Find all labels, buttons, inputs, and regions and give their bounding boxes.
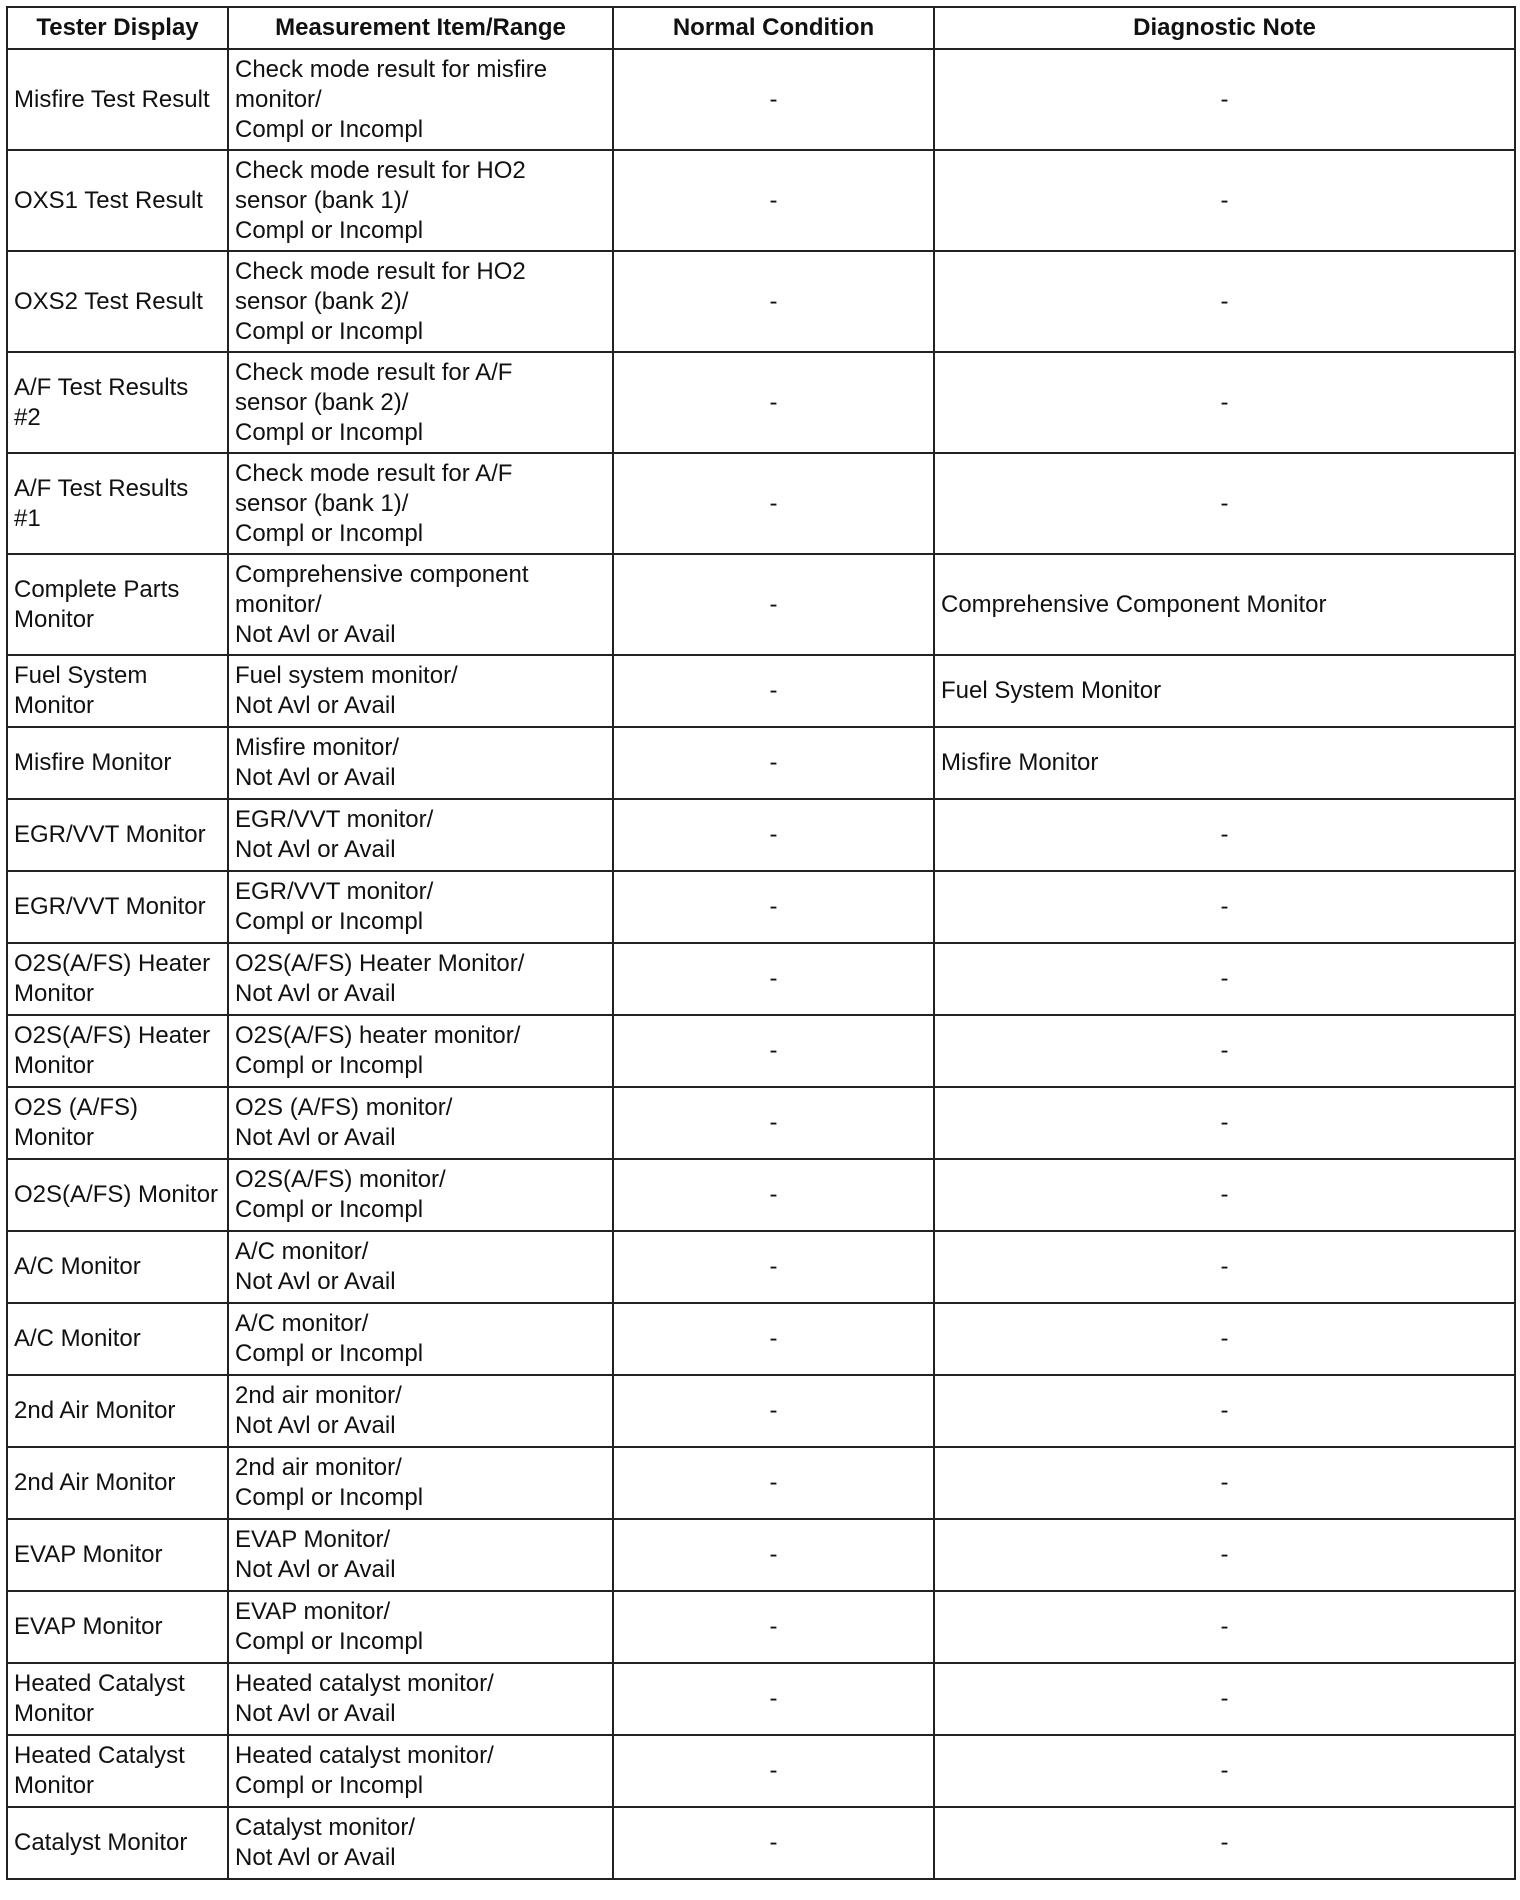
cell-tester-display: Heated Catalyst Monitor (7, 1735, 228, 1807)
measurement-item-line: Not Avl or Avail (235, 1700, 396, 1727)
table-row (7, 799, 1515, 871)
measurement-item-line: sensor (bank 1)/ (235, 186, 409, 214)
measurement-item-line: Not Avl or Avail (235, 980, 396, 1007)
cell-measurement-item (228, 1015, 613, 1087)
cell-diagnostic-note: - (934, 1231, 1515, 1303)
measurement-item-line: Check mode result for A/F (235, 459, 513, 487)
cell-diagnostic-note: - (934, 1159, 1515, 1231)
cell-measurement-item (228, 554, 613, 655)
measurement-item-line: EGR/VVT monitor/ (235, 878, 434, 905)
header-diagnostic-note: Diagnostic Note (934, 7, 1515, 49)
measurement-item-line: Not Avl or Avail (235, 764, 396, 791)
measurement-item-line: Compl or Incompl (235, 1052, 424, 1079)
cell-diagnostic-note: - (934, 1663, 1515, 1735)
measurement-item-line: EVAP monitor/ (235, 1598, 391, 1625)
cell-diagnostic-note: - (934, 453, 1515, 554)
measurement-item-line: sensor (bank 2)/ (235, 388, 409, 416)
measurement-item-line: Compl or Incompl (235, 1628, 424, 1655)
cell-tester-display: EGR/VVT Monitor (7, 799, 228, 871)
measurement-item-line: Check mode result for HO2 (235, 257, 526, 285)
measurement-item-line: Compl or Incompl (235, 519, 424, 547)
measurement-item-line: 2nd air monitor/ (235, 1454, 402, 1481)
cell-diagnostic-note: - (934, 1015, 1515, 1087)
header-tester-display: Tester Display (7, 7, 228, 49)
cell-diagnostic-note: - (934, 1375, 1515, 1447)
measurement-item-line: Heated catalyst monitor/ (235, 1670, 494, 1697)
cell-tester-display: O2S (A/FS) Monitor (7, 1087, 228, 1159)
measurement-item-line: Not Avl or Avail (235, 620, 396, 648)
table-row (7, 1447, 1515, 1519)
measurement-item-line: Compl or Incompl (235, 115, 424, 143)
table-row (7, 1015, 1515, 1087)
cell-tester-display: Misfire Test Result (7, 49, 228, 150)
cell-diagnostic-note: - (934, 251, 1515, 352)
table-row (7, 655, 1515, 727)
cell-measurement-item (228, 799, 613, 871)
cell-tester-display: A/F Test Results #2 (7, 352, 228, 453)
cell-normal-condition: - (613, 943, 934, 1015)
tester-data-table-container (6, 6, 1514, 1880)
measurement-item-line: Not Avl or Avail (235, 1844, 396, 1871)
cell-normal-condition: - (613, 554, 934, 655)
cell-tester-display: Complete Parts Monitor (7, 554, 228, 655)
cell-diagnostic-note: - (934, 1303, 1515, 1375)
table-row (7, 1375, 1515, 1447)
cell-diagnostic-note: - (934, 150, 1515, 251)
cell-normal-condition: - (613, 1807, 934, 1879)
measurement-item-line: A/C monitor/ (235, 1238, 369, 1265)
table-row (7, 1231, 1515, 1303)
cell-measurement-item (228, 871, 613, 943)
cell-tester-display: OXS2 Test Result (7, 251, 228, 352)
cell-diagnostic-note: - (934, 1591, 1515, 1663)
measurement-item-line: O2S(A/FS) heater monitor/ (235, 1022, 521, 1049)
cell-tester-display: Fuel System Monitor (7, 655, 228, 727)
cell-normal-condition: - (613, 251, 934, 352)
table-row (7, 1735, 1515, 1807)
cell-tester-display: 2nd Air Monitor (7, 1375, 228, 1447)
table-row (7, 251, 1515, 352)
measurement-item-line: O2S(A/FS) monitor/ (235, 1166, 446, 1193)
measurement-item-line: 2nd air monitor/ (235, 1382, 402, 1409)
cell-normal-condition: - (613, 49, 934, 150)
cell-measurement-item (228, 49, 613, 150)
table-row (7, 352, 1515, 453)
cell-measurement-item (228, 727, 613, 799)
measurement-item-line: monitor/ (235, 590, 322, 618)
header-measurement-item: Measurement Item/Range (228, 7, 613, 49)
measurement-item-line: Not Avl or Avail (235, 692, 396, 719)
cell-diagnostic-note: - (934, 871, 1515, 943)
cell-normal-condition: - (613, 1231, 934, 1303)
cell-diagnostic-note: - (934, 1519, 1515, 1591)
cell-normal-condition: - (613, 871, 934, 943)
measurement-item-line: Compl or Incompl (235, 1772, 424, 1799)
cell-tester-display: A/F Test Results #1 (7, 453, 228, 554)
table-header-row (7, 7, 1515, 49)
cell-normal-condition: - (613, 1087, 934, 1159)
cell-normal-condition: - (613, 1159, 934, 1231)
measurement-item-line: Compl or Incompl (235, 418, 424, 446)
measurement-item-line: Not Avl or Avail (235, 1412, 396, 1439)
cell-measurement-item (228, 251, 613, 352)
cell-measurement-item (228, 1375, 613, 1447)
measurement-item-line: O2S (A/FS) monitor/ (235, 1094, 453, 1121)
measurement-item-line: sensor (bank 2)/ (235, 287, 409, 315)
cell-measurement-item (228, 150, 613, 251)
measurement-item-line: Check mode result for misfire (235, 55, 548, 83)
cell-diagnostic-note: - (934, 799, 1515, 871)
cell-diagnostic-note: - (934, 1087, 1515, 1159)
cell-measurement-item (228, 1159, 613, 1231)
cell-diagnostic-note: - (934, 352, 1515, 453)
measurement-item-line: Check mode result for HO2 (235, 156, 526, 184)
cell-diagnostic-note: Misfire Monitor (934, 727, 1515, 799)
cell-normal-condition: - (613, 655, 934, 727)
measurement-item-line: Misfire monitor/ (235, 734, 400, 761)
measurement-item-line: Comprehensive component (235, 560, 529, 588)
cell-tester-display: Misfire Monitor (7, 727, 228, 799)
cell-normal-condition: - (613, 727, 934, 799)
measurement-item-line: EGR/VVT monitor/ (235, 806, 434, 833)
measurement-item-line: Compl or Incompl (235, 1340, 424, 1367)
measurement-item-line: EVAP Monitor/ (235, 1526, 391, 1553)
table-row (7, 1807, 1515, 1879)
measurement-item-line: Not Avl or Avail (235, 1124, 396, 1151)
cell-diagnostic-note: Fuel System Monitor (934, 655, 1515, 727)
measurement-item-line: Compl or Incompl (235, 216, 424, 244)
measurement-item-line: O2S(A/FS) Heater Monitor/ (235, 950, 525, 977)
measurement-item-line: Not Avl or Avail (235, 1556, 396, 1583)
cell-tester-display: EVAP Monitor (7, 1591, 228, 1663)
table-row (7, 943, 1515, 1015)
table-row (7, 1303, 1515, 1375)
table-body (7, 49, 1515, 1879)
cell-normal-condition: - (613, 799, 934, 871)
measurement-item-line: Fuel system monitor/ (235, 662, 458, 689)
cell-normal-condition: - (613, 1447, 934, 1519)
cell-measurement-item (228, 1735, 613, 1807)
cell-normal-condition: - (613, 1303, 934, 1375)
cell-measurement-item (228, 1591, 613, 1663)
cell-diagnostic-note: - (934, 49, 1515, 150)
cell-tester-display: O2S(A/FS) Heater Monitor (7, 1015, 228, 1087)
cell-tester-display: OXS1 Test Result (7, 150, 228, 251)
cell-tester-display: 2nd Air Monitor (7, 1447, 228, 1519)
table-row (7, 1087, 1515, 1159)
cell-tester-display: EGR/VVT Monitor (7, 871, 228, 943)
cell-measurement-item (228, 352, 613, 453)
cell-normal-condition: - (613, 1591, 934, 1663)
cell-diagnostic-note: - (934, 943, 1515, 1015)
table-row (7, 554, 1515, 655)
cell-measurement-item (228, 1303, 613, 1375)
table-row (7, 1591, 1515, 1663)
measurement-item-line: Heated catalyst monitor/ (235, 1742, 494, 1769)
cell-measurement-item (228, 1087, 613, 1159)
cell-normal-condition: - (613, 1735, 934, 1807)
cell-normal-condition: - (613, 453, 934, 554)
measurement-item-line: Compl or Incompl (235, 908, 424, 935)
cell-tester-display: EVAP Monitor (7, 1519, 228, 1591)
measurement-item-line: Compl or Incompl (235, 317, 424, 345)
table-row (7, 49, 1515, 150)
cell-diagnostic-note: Comprehensive Component Monitor (934, 554, 1515, 655)
cell-normal-condition: - (613, 352, 934, 453)
cell-tester-display: O2S(A/FS) Monitor (7, 1159, 228, 1231)
cell-tester-display: A/C Monitor (7, 1303, 228, 1375)
cell-normal-condition: - (613, 1663, 934, 1735)
measurement-item-line: sensor (bank 1)/ (235, 489, 409, 517)
measurement-item-line: A/C monitor/ (235, 1310, 369, 1337)
measurement-item-line: Compl or Incompl (235, 1484, 424, 1511)
cell-diagnostic-note: - (934, 1735, 1515, 1807)
table-row (7, 871, 1515, 943)
cell-normal-condition: - (613, 1375, 934, 1447)
cell-measurement-item (228, 943, 613, 1015)
measurement-item-line: Not Avl or Avail (235, 1268, 396, 1295)
cell-measurement-item (228, 1663, 613, 1735)
measurement-item-line: Compl or Incompl (235, 1196, 424, 1223)
cell-normal-condition: - (613, 1015, 934, 1087)
header-normal-condition: Normal Condition (613, 7, 934, 49)
table-row (7, 1159, 1515, 1231)
table-row (7, 453, 1515, 554)
cell-tester-display: Heated Catalyst Monitor (7, 1663, 228, 1735)
cell-measurement-item (228, 1807, 613, 1879)
measurement-item-line: monitor/ (235, 85, 322, 113)
cell-tester-display: O2S(A/FS) Heater Monitor (7, 943, 228, 1015)
cell-measurement-item (228, 1447, 613, 1519)
cell-tester-display: Catalyst Monitor (7, 1807, 228, 1879)
table-row (7, 150, 1515, 251)
cell-normal-condition: - (613, 1519, 934, 1591)
cell-measurement-item (228, 1231, 613, 1303)
cell-measurement-item (228, 655, 613, 727)
table-row (7, 727, 1515, 799)
cell-tester-display: A/C Monitor (7, 1231, 228, 1303)
cell-diagnostic-note: - (934, 1447, 1515, 1519)
cell-diagnostic-note: - (934, 1807, 1515, 1879)
tester-data-table (6, 6, 1516, 1880)
cell-normal-condition: - (613, 150, 934, 251)
measurement-item-line: Check mode result for A/F (235, 358, 513, 386)
measurement-item-line: Catalyst monitor/ (235, 1814, 416, 1841)
table-row (7, 1663, 1515, 1735)
table-row (7, 1519, 1515, 1591)
measurement-item-line: Not Avl or Avail (235, 836, 396, 863)
cell-measurement-item (228, 1519, 613, 1591)
cell-measurement-item (228, 453, 613, 554)
